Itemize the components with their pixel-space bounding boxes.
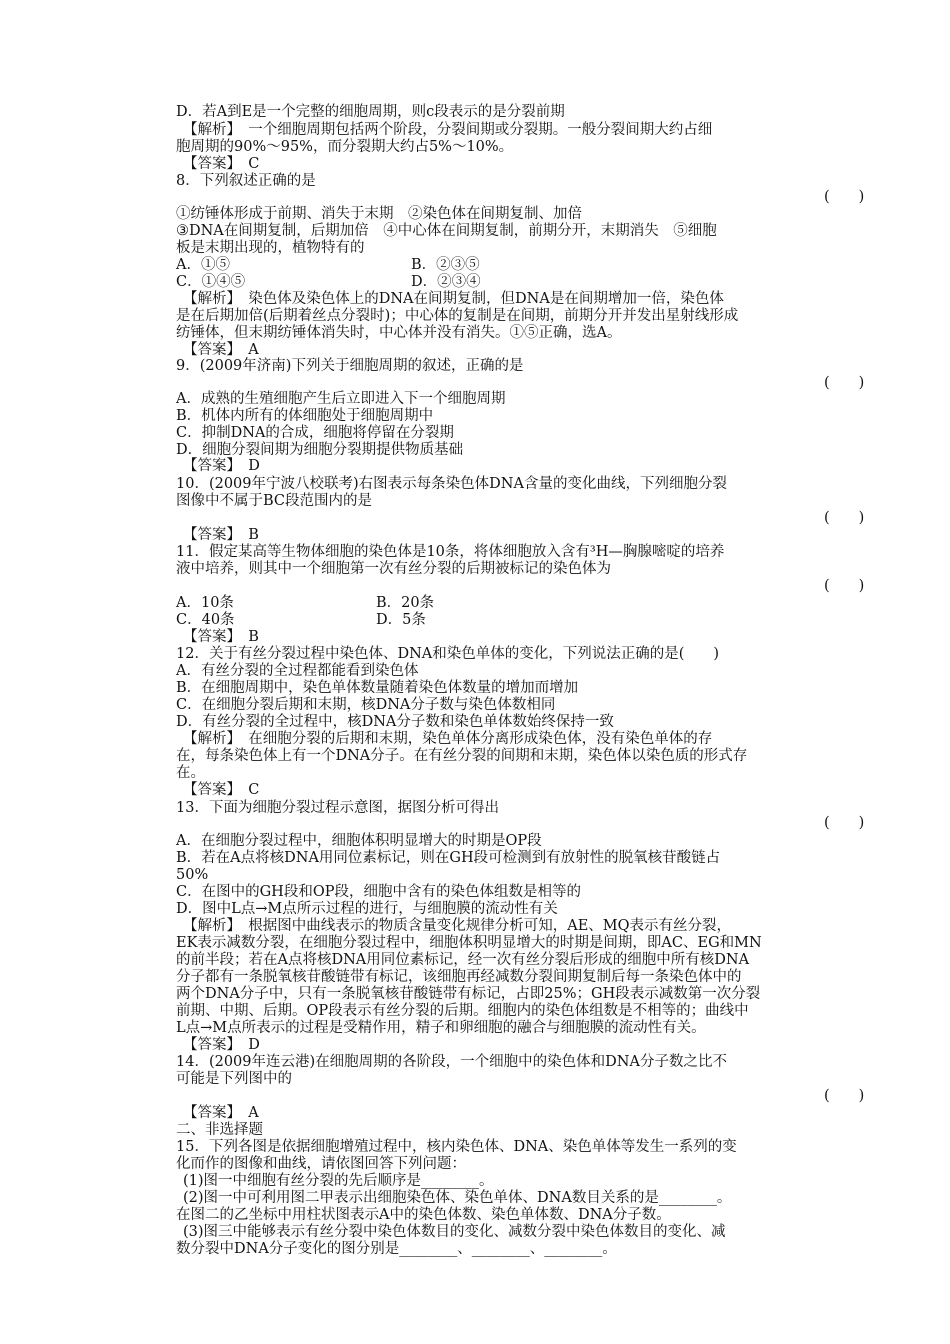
text-line: 数分裂中DNA分子变化的图分别是________、________、________。	[176, 1241, 617, 1257]
text-line: 10．(2009年宁波八校联考)右图表示每条染色体DNA含量的变化曲线，下列细胞分裂	[176, 476, 727, 492]
text-line: C．抑制DNA的合成，细胞将停留在分裂期	[176, 425, 454, 441]
text-line: A．①⑤	[176, 257, 230, 273]
text-line: A．在细胞分裂过程中，细胞体积明显增大的时期是OP段	[176, 833, 542, 849]
text-line: (2)图一中可利用图二甲表示出细胞染色体、染色单体、DNA数目关系的是________。	[183, 1190, 732, 1206]
text-line: 9．(2009年济南)下列关于细胞周期的叙述，正确的是	[176, 358, 524, 374]
text-line: L点→M点所表示的过程是受精作用，精子和卵细胞的融合与细胞膜的流动性有关。	[176, 1020, 706, 1036]
answer-blank-parentheses: ( )	[824, 815, 865, 831]
text-line: 的前半段；若在A点将核DNA用同位素标记，经一次有丝分裂后形成的细胞中所有核DNA	[176, 952, 750, 968]
text-line: ③DNA在间期复制，后期加倍 ④中心体在间期复制，前期分开，末期消失 ⑤细胞	[176, 223, 717, 239]
text-line: 【答案】 D	[183, 1037, 260, 1053]
text-line: 化而作的图像和曲线，请依图回答下列问题：	[176, 1156, 466, 1172]
text-line: 在，每条染色体上有一个DNA分子。在有丝分裂的间期和末期，染色体以染色质的形式存	[176, 748, 748, 764]
text-line: B．20条	[376, 595, 435, 611]
text-line: A．有丝分裂的全过程都能看到染色体	[176, 663, 419, 679]
text-line: 13．下面为细胞分裂过程示意图，据图分析可得出	[176, 800, 499, 816]
text-line: 胞周期的90%～95%，而分裂期大约占5%～10%。	[176, 139, 514, 155]
text-line: A．10条	[176, 595, 234, 611]
text-line: 【答案】 C	[183, 782, 260, 798]
text-line: C．在细胞分裂后期和末期，核DNA分子数与染色体数相同	[176, 697, 556, 713]
text-line: 【答案】 C	[183, 156, 260, 172]
text-line: 【解析】 在细胞分裂的后期和末期，染色单体分离形成染色体，没有染色单体的存	[183, 731, 713, 747]
text-line: 11．假定某高等生物体细胞的染色体是10条，将体细胞放入含有³H—胸腺嘧啶的培养	[176, 544, 725, 560]
answer-blank-parentheses: ( )	[824, 1088, 865, 1104]
text-line: 【解析】 一个细胞周期包括两个阶段，分裂间期或分裂期。一般分裂间期大约占细	[183, 122, 713, 138]
text-line: 8．下列叙述正确的是	[176, 173, 316, 189]
text-line: 在。	[176, 765, 205, 781]
text-line: EK表示减数分裂，在细胞分裂过程中，细胞体积明显增大的时期是间期，即AC、EG和MN	[176, 935, 762, 951]
text-line: B．机体内所有的体细胞处于细胞周期中	[176, 408, 434, 424]
text-line: 二、非选择题	[176, 1122, 263, 1138]
text-line: D．图中L点→M点所示过程的进行，与细胞膜的流动性有关	[176, 901, 558, 917]
text-line: 【解析】 染色体及染色体上的DNA在间期复制，但DNA是在间期增加一倍，染色体	[183, 291, 724, 307]
text-line: C．40条	[176, 612, 235, 628]
text-line: 【答案】 D	[183, 458, 260, 474]
answer-blank-parentheses: ( )	[824, 510, 865, 526]
text-line: D．细胞分裂间期为细胞分裂期提供物质基础	[176, 442, 464, 458]
text-line: 【答案】 A	[183, 342, 259, 358]
text-line: (1)图一中细胞有丝分裂的先后顺序是________。	[183, 1173, 494, 1189]
text-line: D．若A到E是一个完整的细胞周期，则c段表示的是分裂前期	[176, 104, 565, 120]
answer-blank-parentheses: ( )	[824, 578, 865, 594]
answer-blank-parentheses: ( )	[824, 375, 865, 391]
text-line: 图像中不属于BC段范围内的是	[176, 493, 373, 509]
text-line: 是在后期加倍(后期着丝点分裂时)；中心体的复制是在间期，前期分开并发出星射线形成	[176, 308, 739, 324]
answer-blank-parentheses: ( )	[824, 189, 865, 205]
text-line: 板是末期出现的，植物特有的	[176, 240, 365, 256]
text-line: C．①④⑤	[176, 274, 246, 290]
text-line: 【答案】 A	[183, 1105, 259, 1121]
text-line: B．在细胞周期中，染色单体数量随着染色体数量的增加而增加	[176, 680, 579, 696]
text-line: 在图二的乙坐标中用柱状图表示A中的染色体数、染色单体数、DNA分子数。	[176, 1207, 671, 1223]
text-line: 【答案】 B	[183, 629, 259, 645]
text-line: A．成熟的生殖细胞产生后立即进入下一个细胞周期	[176, 391, 506, 407]
text-line: 50%	[176, 867, 209, 883]
text-line: 【解析】 根据图中曲线表示的物质含量变化规律分析可知，AE、MQ表示有丝分裂，	[183, 918, 732, 934]
text-line: 12．关于有丝分裂过程中染色体、DNA和染色单体的变化，下列说法正确的是( )	[176, 646, 720, 662]
text-line: ①纺锤体形成于前期、消失于末期 ②染色体在间期复制、加倍	[176, 206, 582, 222]
text-line: 两个DNA分子中，只有一条脱氧核苷酸链带有标记，占即25%；GH段表示减数第一次分裂	[176, 986, 761, 1002]
text-line: 可能是下列图中的	[176, 1071, 292, 1087]
text-line: 纺锤体，但末期纺锤体消失时，中心体并没有消失。①⑤正确，选A。	[176, 325, 622, 341]
text-line: 液中培养，则其中一个细胞第一次有丝分裂的后期被标记的染色体为	[176, 561, 611, 577]
text-line: 分子都有一条脱氧核苷酸链带有标记，该细胞再经减数分裂间期复制后每一条染色体中的	[176, 969, 742, 985]
text-line: 15．下列各图是依据细胞增殖过程中，核内染色体、DNA、染色单体等发生一系列的变	[176, 1139, 737, 1155]
text-line: 14．(2009年连云港)在细胞周期的各阶段，一个细胞中的染色体和DNA分子数之比不	[176, 1054, 727, 1070]
text-line: (3)图三中能够表示有丝分裂中染色体数目的变化、减数分裂中染色体数目的变化、减	[183, 1224, 726, 1240]
text-line: B．若在A点将核DNA用同位素标记，则在GH段可检测到有放射性的脱氧核苷酸链占	[176, 850, 721, 866]
text-line: D．有丝分裂的全过程中，核DNA分子数和染色单体数始终保持一致	[176, 714, 614, 730]
text-line: 【答案】 B	[183, 527, 259, 543]
text-line: D．②③④	[411, 274, 481, 290]
text-line: C．在图中的GH段和OP段，细胞中含有的染色体组数是相等的	[176, 884, 581, 900]
text-line: D．5条	[376, 612, 426, 628]
text-line: 前期、中期、后期。OP段表示有丝分裂的后期。细胞内的染色体组数是不相等的；曲线中	[176, 1003, 749, 1019]
text-line: B．②③⑤	[411, 257, 480, 273]
